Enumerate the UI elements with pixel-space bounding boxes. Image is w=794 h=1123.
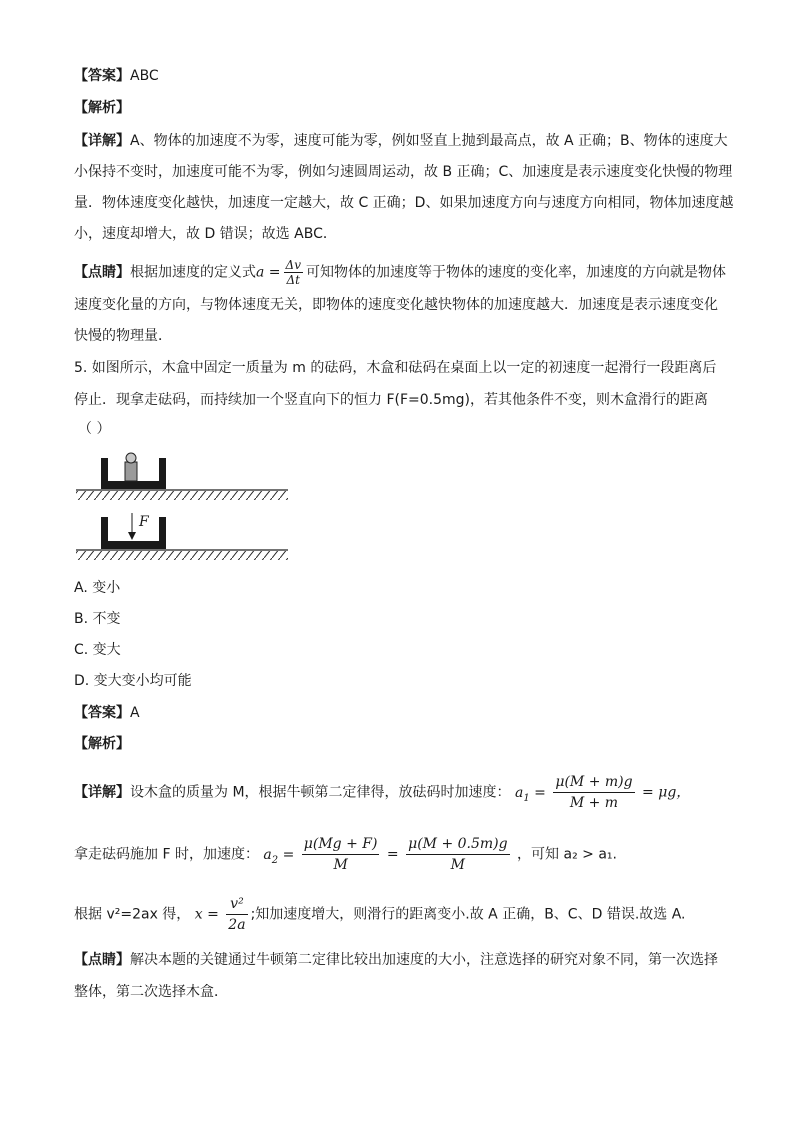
a2-tail: ，可知 a₂ > a₁. <box>517 846 617 863</box>
comment-text: 解决本题的关键通过牛顿第二定律比较出加速度的大小，注意选择的研究对象不同，第一次选择 <box>130 952 718 968</box>
formula-denominator: Δt <box>286 273 300 287</box>
q4-detail-line-1 <box>74 131 728 151</box>
q4-detail-line-3: 量．物体速度变化越快，加速度一定越大，故 C 正确；D、如果加速度方向与速度方向相同，物体加速度越 <box>74 195 734 211</box>
x-symbol: x = <box>194 906 219 923</box>
formula-numerator: Δv <box>285 258 301 272</box>
a2-fraction-1: $\frac{\mu(Mg + F)}{M}$ <box>303 836 378 873</box>
answer-value: ABC <box>130 68 159 84</box>
detail-tag: 【详解】 <box>74 784 130 801</box>
formula-fraction <box>284 258 303 287</box>
q5-figure <box>72 448 294 563</box>
answer-tag: 【答案】 <box>74 705 130 721</box>
q4-detail-line-2: 小保持不变时，加速度可能不为零，例如匀速圆周运动，故 B 正确；C、加速度是表示速度变化快慢的物理 <box>74 164 733 180</box>
comment-tag: 【点睛】 <box>74 264 130 281</box>
q5-comment-line-1 <box>74 950 718 970</box>
answer-tag: 【答案】 <box>74 68 130 84</box>
q5-answer-line <box>74 703 140 723</box>
q4-comment-line-3: 快慢的物理量． <box>74 328 172 344</box>
q4-analysis-tag: 【解析】 <box>74 100 130 116</box>
a1-symbol: $a_1$ = <box>514 784 546 804</box>
q4-comment-line-2: 速度变化量的方向，与物体速度无关，即物体的速度变化越快物体的加速度越大．加速度是表示速度变化 <box>74 297 718 313</box>
option-d: D. 变大变小均可能 <box>74 673 192 689</box>
detail-text: 设木盒的质量为 M，根据牛顿第二定律得，放砝码时加速度： <box>130 784 511 801</box>
weight-knob <box>126 453 136 463</box>
option-c: C. 变大 <box>74 642 121 658</box>
q5-stem-line-2: 停止．现拿走砝码，而持续加一个竖直向下的恒力 F(F=0.5mg)，若其他条件不变，则木盒滑行的距离 <box>74 392 708 408</box>
q5-detail-line-3 <box>74 894 686 935</box>
weight-block <box>125 462 137 481</box>
table-surface-top <box>76 490 288 500</box>
formula-lhs: a = <box>256 264 281 281</box>
box-with-force <box>101 513 166 549</box>
detail3-post: ;知加速度增大，则滑行的距离变小.故 A 正确，B、C、D 错误.故选 A. <box>250 906 686 923</box>
box-with-weight <box>101 453 166 489</box>
a2-symbol: $a_2$ = <box>263 846 295 866</box>
q5-detail-line-2: 拿走砝码施加 F 时，加速度： $a_2$ = $\frac{\mu(Mg + F)}{M}$ = $\frac{\mu(M + 0.5m)g}{M}$ ，可知 a₂ > a₁. <box>74 836 617 873</box>
a1-fraction: $\frac{\mu(M + m)g}{M + m}$ <box>555 774 633 811</box>
q5-stem-line-3: （ ） <box>78 421 111 437</box>
answer-value: A <box>130 705 140 721</box>
comment-post: 可知物体的加速度等于物体的速度的变化率，加速度的方向就是物体 <box>305 264 726 281</box>
q5-stem-line-1: 5. 如图所示，木盒中固定一质量为 m 的砝码，木盒和砝码在桌面上以一定的初速度一起滑行一段距离后 <box>74 360 717 376</box>
table-surface-bottom <box>76 550 288 560</box>
q5-comment-line-2: 整体，第二次选择木盒． <box>74 984 228 1000</box>
detail3-pre: 根据 v²=2ax 得， <box>74 906 191 923</box>
a1-result: = μg， <box>642 784 691 801</box>
comment-pre: 根据加速度的定义式 <box>130 264 256 281</box>
detail-text: A、物体的加速度不为零，速度可能为零，例如竖直上抛到最高点，故 A 正确；B、物体的速度大 <box>130 133 728 149</box>
q5-analysis-tag: 【解析】 <box>74 736 130 752</box>
q4-comment-line-1 <box>74 258 726 287</box>
detail-tag: 【详解】 <box>74 133 130 149</box>
comment-tag: 【点睛】 <box>74 952 130 968</box>
option-b: B. 不变 <box>74 611 121 627</box>
a2-fraction-2: $\frac{\mu(M + 0.5m)g}{M}$ <box>408 836 508 873</box>
q5-detail-line-1 <box>74 772 690 815</box>
q4-detail-line-4: 小，速度却增大，故 D 错误；故选 ABC． <box>74 226 337 242</box>
detail2-text: 拿走砝码施加 F 时，加速度： <box>74 846 259 863</box>
x-fraction: $\frac{\text{v²}}{2a}$ <box>228 896 246 933</box>
force-label: F <box>139 514 149 530</box>
q4-answer-line <box>74 66 159 86</box>
option-a: A. 变小 <box>74 580 121 596</box>
